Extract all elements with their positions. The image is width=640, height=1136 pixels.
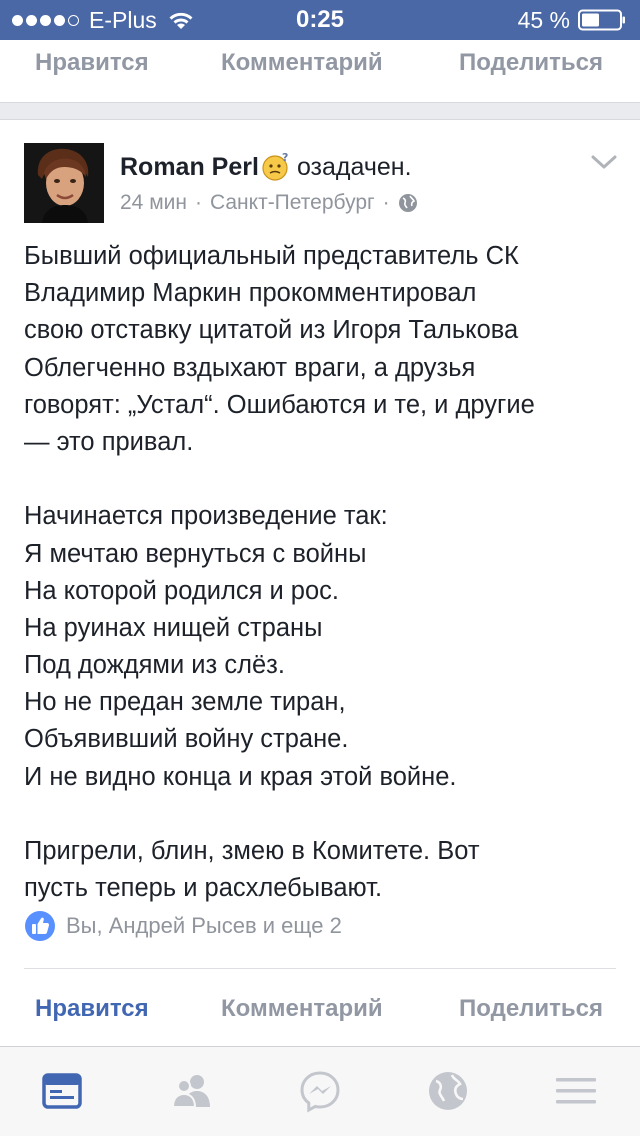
post-actions <box>0 982 640 1036</box>
post-text-line: Объявивший войну стране. <box>24 725 349 754</box>
battery-icon <box>578 9 626 31</box>
post-header <box>120 150 412 184</box>
like-reaction-icon <box>24 910 56 942</box>
chevron-down-icon[interactable] <box>590 152 618 172</box>
post-text-line: говорят: „Устал“. Ошибаются и те, и другие <box>24 390 535 419</box>
tab-bar <box>0 1046 640 1136</box>
post-text-line: Я мечтаю вернуться с войны <box>24 539 367 568</box>
author-avatar[interactable] <box>24 143 104 223</box>
post-text-line: свою отставку цитатой из Игоря Талькова <box>24 316 519 345</box>
author-name[interactable]: Roman Perl <box>120 152 259 181</box>
comment-button[interactable]: Комментарий <box>221 49 383 76</box>
post-text-line: — это привал. <box>24 427 194 456</box>
globe-icon <box>398 193 418 213</box>
post-time[interactable]: 24 мин <box>120 191 187 214</box>
status-time: 0:25 <box>295 6 345 33</box>
post-text-line: пусть теперь и расхлебывают. <box>24 874 383 903</box>
meta-separator: · <box>194 191 202 214</box>
status-bar <box>0 0 640 40</box>
messenger-icon[interactable] <box>298 1069 342 1113</box>
meta-separator: · <box>382 191 390 214</box>
reactions-text: Вы, Андрей Рысев и еще 2 <box>66 913 342 938</box>
paragraph-break <box>24 461 624 498</box>
post-text-line: И не видно конца и края этой войне. <box>24 762 457 791</box>
notifications-globe-icon[interactable] <box>426 1069 470 1113</box>
comment-button[interactable]: Комментарий <box>221 995 383 1022</box>
share-button[interactable]: Поделиться <box>459 995 604 1022</box>
share-button[interactable]: Поделиться <box>459 49 604 76</box>
friends-icon[interactable] <box>170 1069 214 1113</box>
post-meta <box>120 188 418 218</box>
menu-icon[interactable] <box>554 1069 598 1113</box>
post-text <box>24 238 624 907</box>
post-text-line: Облегченно вздыхают враги, а друзья <box>24 353 476 382</box>
battery-percentage: 45 % <box>517 6 570 33</box>
post-text-line: На которой родился и рос. <box>24 576 339 605</box>
like-button[interactable]: Нравится <box>35 995 149 1022</box>
feeling-text: озадачен. <box>296 152 412 181</box>
post-text-line: Начинается произведение так: <box>24 502 388 531</box>
svg-text:?: ? <box>281 152 289 164</box>
post-text-line: Бывший официальный представитель СК <box>24 242 519 270</box>
post-text-line: Пригрели, блин, змею в Комитете. Вот <box>24 837 480 865</box>
post-text-line: Под дождями из слёз. <box>24 651 285 680</box>
post-text-line: На руинах нищей страны <box>24 613 323 642</box>
feed-separator <box>0 102 640 120</box>
paragraph-break <box>24 796 624 833</box>
post-location[interactable]: Санкт-Петербург <box>209 191 375 214</box>
confused-face-emoji <box>261 152 291 182</box>
post-text-line: Но не предан земле тиран, <box>24 688 346 717</box>
post-text-line: Владимир Маркин прокомментировал <box>24 279 477 308</box>
news-feed-icon[interactable] <box>40 1069 84 1113</box>
like-button[interactable]: Нравится <box>35 49 149 76</box>
previous-post-actions <box>0 40 640 102</box>
actions-divider <box>24 968 616 969</box>
carrier-name: E-Plus <box>89 6 157 33</box>
status-right <box>518 0 626 40</box>
reactions-summary[interactable] <box>24 908 342 944</box>
